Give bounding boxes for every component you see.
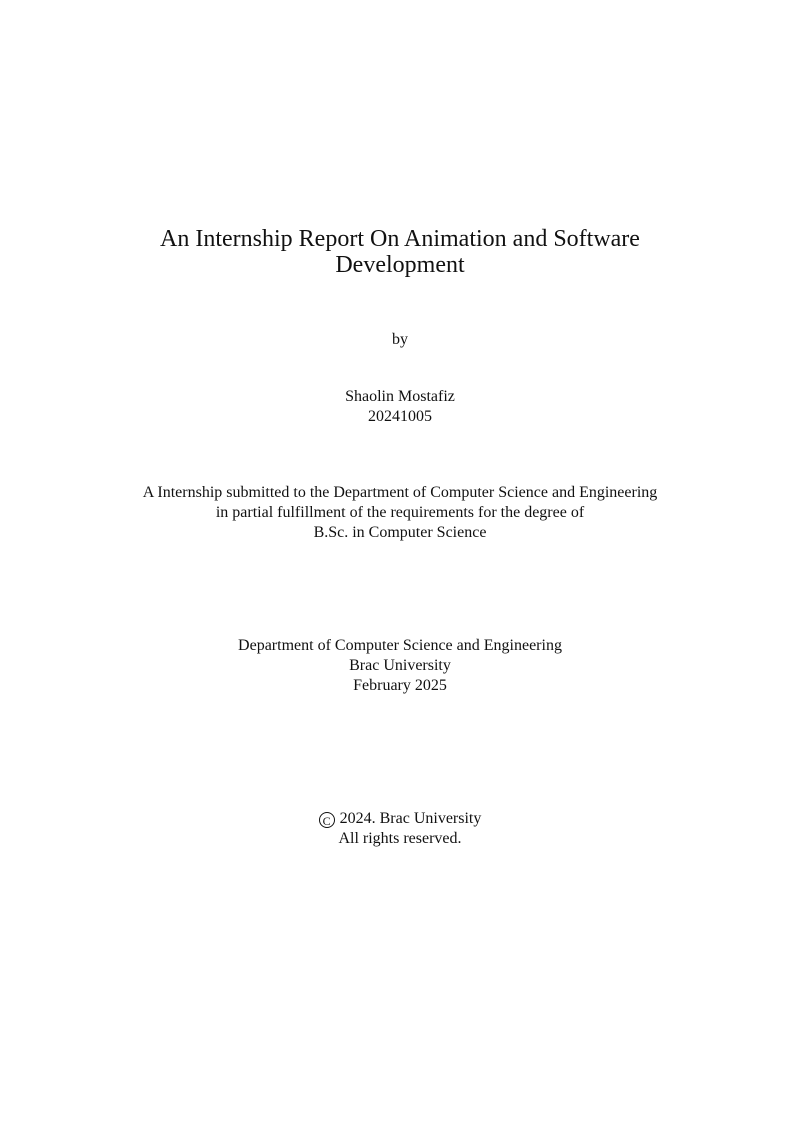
author-block (0, 387, 800, 427)
copyright-icon: C (319, 812, 335, 828)
submission-statement (0, 483, 800, 543)
copyright-text: 2024. Brac University (339, 810, 482, 827)
department-name: Department of Computer Science and Engineering (238, 637, 562, 654)
submission-date: February 2025 (353, 677, 447, 694)
author-name: Shaolin Mostafiz (345, 388, 455, 405)
report-title-line-1: An Internship Report On Animation and Software (160, 226, 640, 252)
submission-line-2: in partial fulfillment of the requirements for the degree of (215, 504, 585, 521)
rights-reserved: All rights reserved. (338, 830, 462, 847)
submission-line-3: B.Sc. in Computer Science (313, 524, 487, 541)
by-label: by (392, 331, 408, 348)
report-title-line-2: Development (335, 252, 465, 278)
report-title (0, 226, 800, 278)
submission-line-1: A Internship submitted to the Department of Computer Science and Engineering (142, 484, 658, 501)
department-block (0, 636, 800, 696)
university-name: Brac University (349, 657, 451, 674)
copyright-line-1 (0, 809, 800, 829)
copyright-notice (0, 809, 800, 849)
student-id: 20241005 (368, 408, 432, 425)
